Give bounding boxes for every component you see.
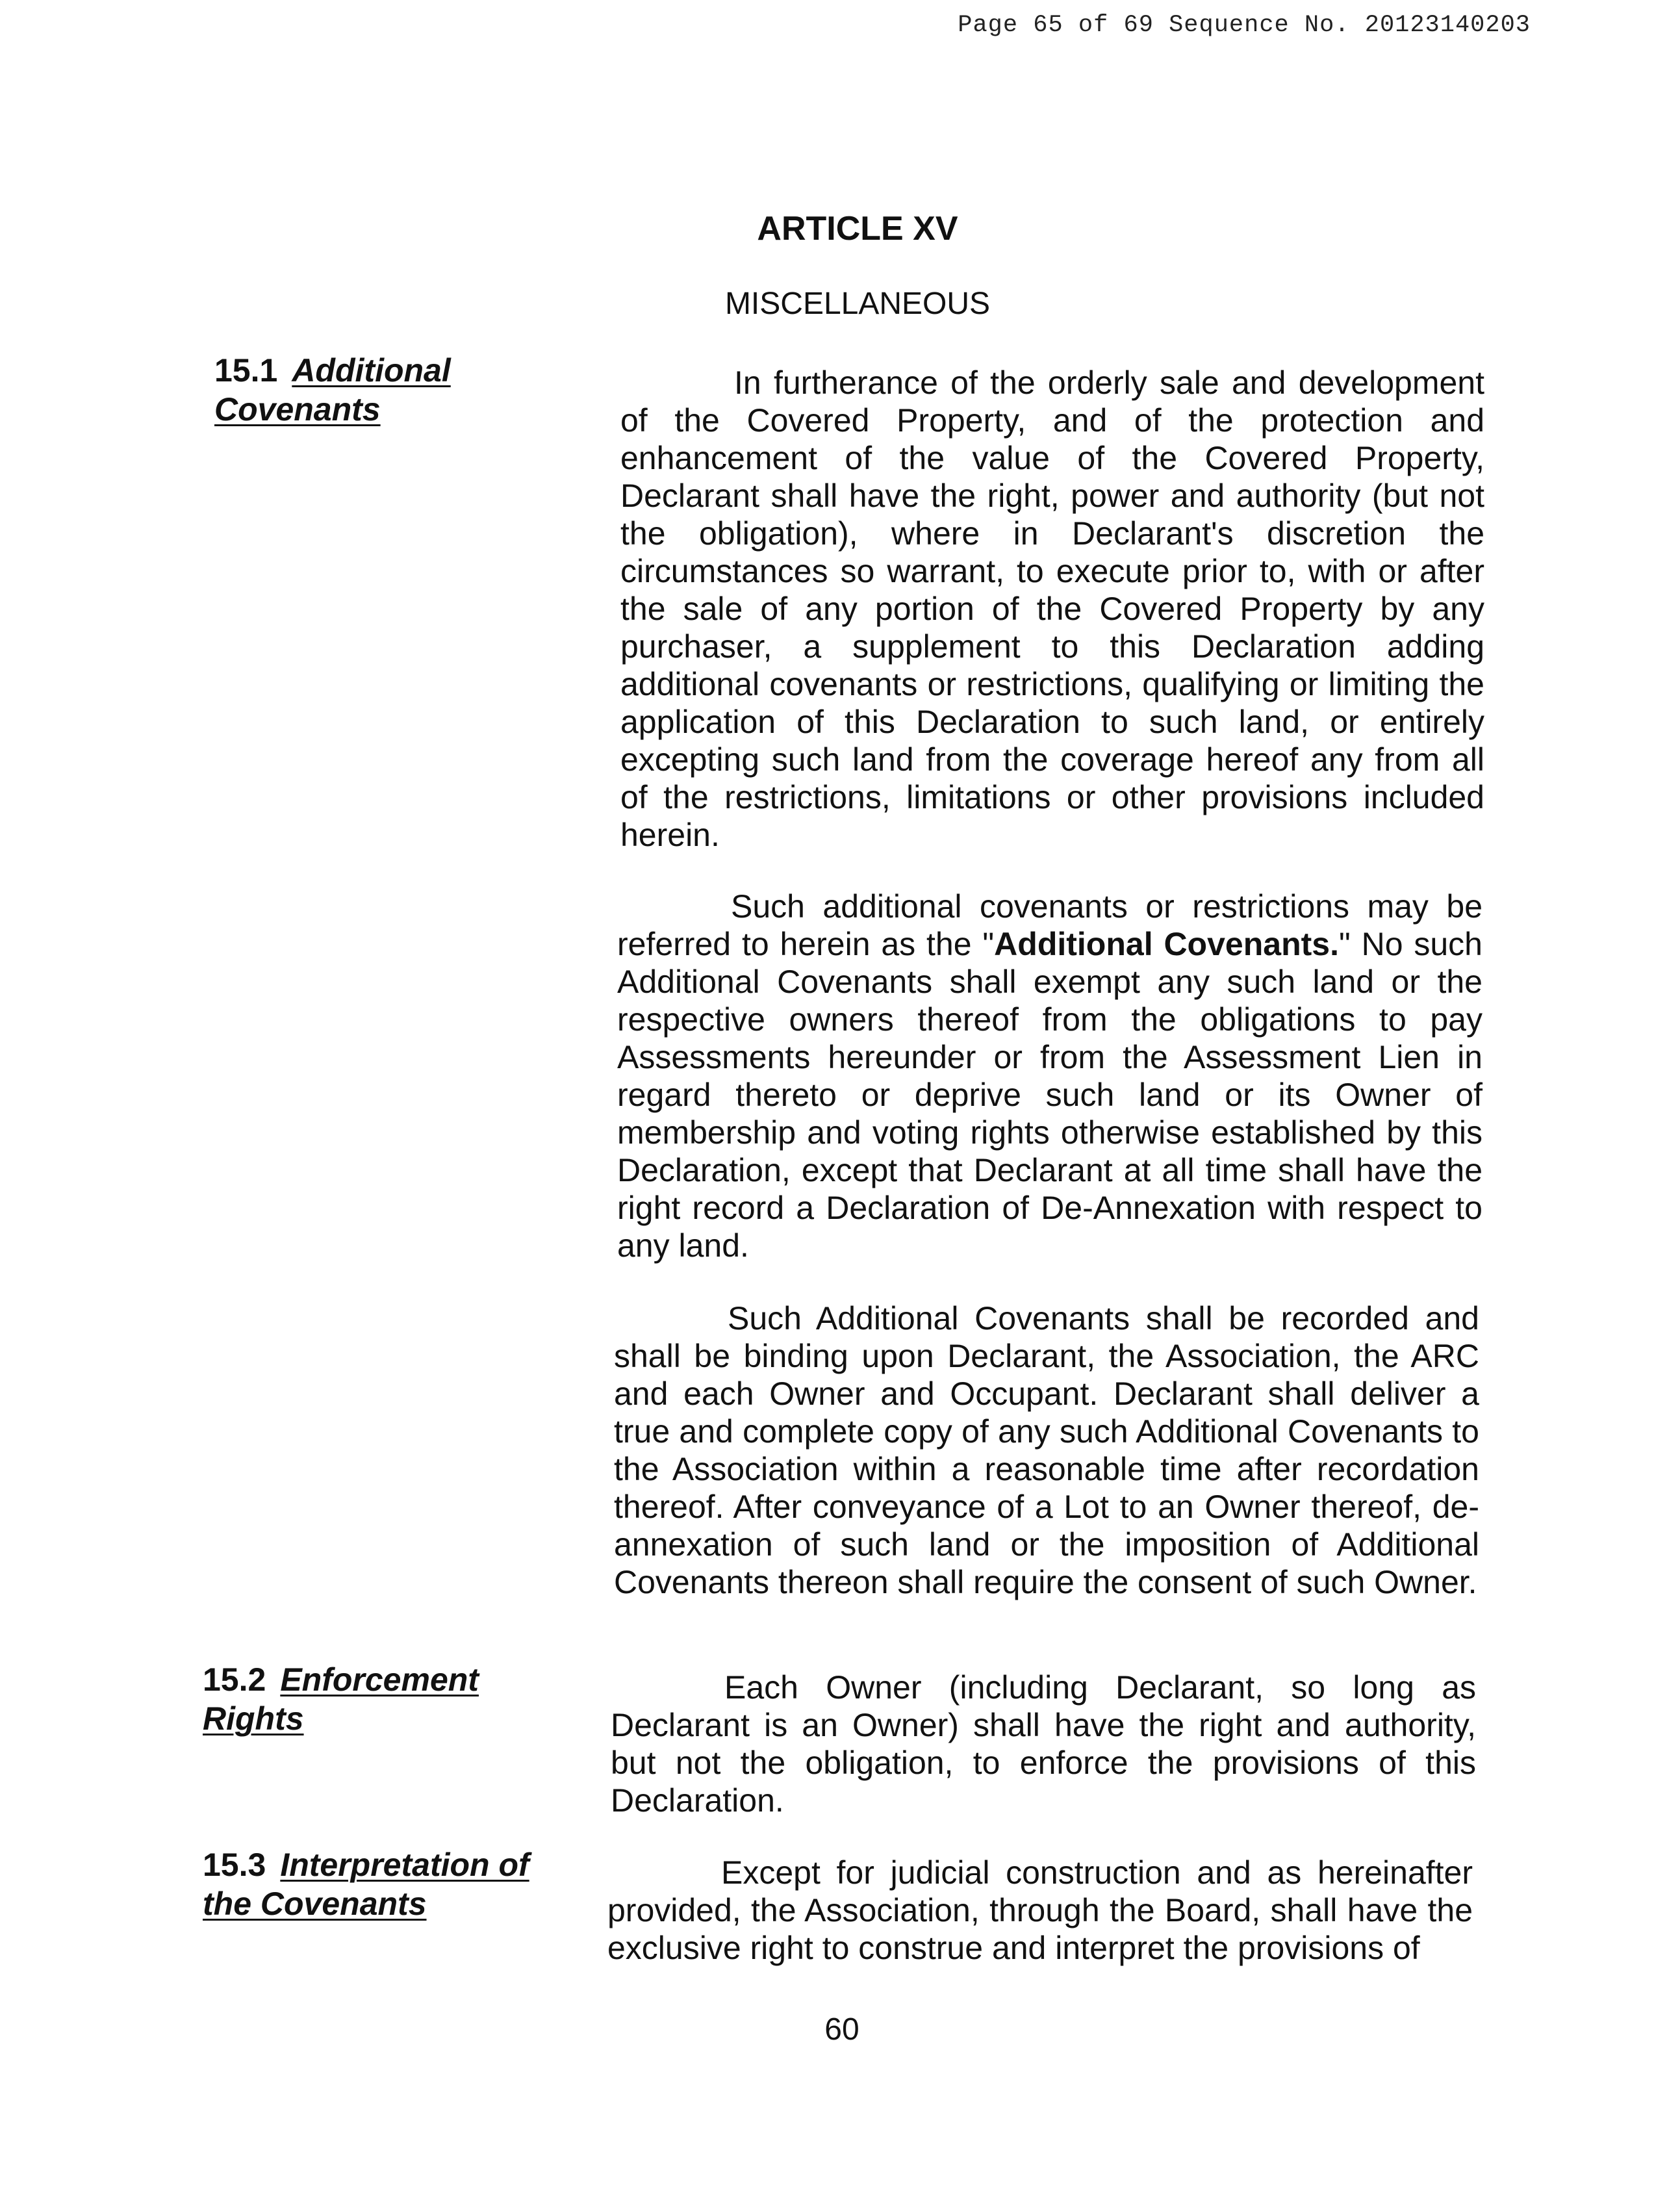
section-15-2-paragraph-1 [611, 1669, 1476, 1819]
section-15-1-paragraph-2 [617, 888, 1483, 1264]
page-number: 60 [824, 2012, 859, 2047]
section-heading-15-3 [203, 1845, 566, 1923]
page-sequence-stamp: Page 65 of 69 Sequence No. 20123140203 [958, 12, 1531, 39]
section-heading-15-2 [203, 1660, 528, 1738]
paragraph-text: In furtherance of the orderly sale and development of the Covered Property, and of the protection and enhancement of the value of the Covered Property, Declarant shall have the right, power and authority (but not the obligation), where in Declarant's discretion the circumstances so warrant, to execute prior to, with or after the sale of any portion of the Covered Property by any purchaser, a supplement to this Declaration adding additional covenants or restrictions, qualifying or limiting the application of this Declaration to such land, or entirely excepting such land from the coverage hereof any from all of the restrictions, limitations or other provisions included herein. [620, 365, 1484, 853]
section-number: 15.1 [214, 352, 278, 389]
section-title: Additional Covenants [214, 352, 451, 428]
defined-term-additional-covenants: Additional Covenants. [994, 926, 1339, 962]
paragraph-text: Except for judicial construction and as hereinafter provided, the Association, through the Board, shall have the exclusive right to construe and interpret the provisions of [607, 1854, 1473, 1966]
section-number: 15.2 [203, 1661, 266, 1698]
paragraph-text: Such Additional Covenants shall be recorded and shall be binding upon Declarant, the Association, the ARC and each Owner and Occupant. Declarant shall deliver a true and complete copy of any such Additional Covenants to the Association within a reasonable time after recordation thereof. After conveyance of a Lot to an Owner thereof, de-annexation of such land or the imposition of Additional Covenants thereon shall require the consent of such Owner. [614, 1300, 1479, 1600]
paragraph-text: Each Owner (including Declarant, so long as Declarant is an Owner) shall have the right and authority, but not the obligation, to enforce the provisions of this Declaration. [611, 1669, 1476, 1819]
section-15-1-paragraph-1 [620, 364, 1484, 854]
paragraph-text-after: " No such Additional Covenants shall exempt any such land or the respective owners thereof from the obligations to pay Assessments hereunder or from the Assessment Lien in regard thereto or deprive such land or its Owner of membership and voting rights otherwise established by this Declaration, except that Declarant at all time shall have the right record a Declaration of De-Annexation with respect to any land. [617, 926, 1483, 1264]
section-15-3-paragraph-1 [607, 1854, 1473, 1967]
paragraph-text-before: Such additional covenants or restrictions may be referred to herein as the " [617, 888, 1483, 962]
section-heading-15-1 [214, 351, 520, 429]
section-15-1-paragraph-3 [614, 1299, 1479, 1601]
article-title: ARTICLE XV [757, 210, 958, 248]
article-subtitle: MISCELLANEOUS [724, 287, 991, 321]
section-title: Enforcement Rights [203, 1661, 479, 1737]
section-title: Interpretation of the Covenants [203, 1847, 529, 1922]
section-number: 15.3 [203, 1847, 266, 1883]
